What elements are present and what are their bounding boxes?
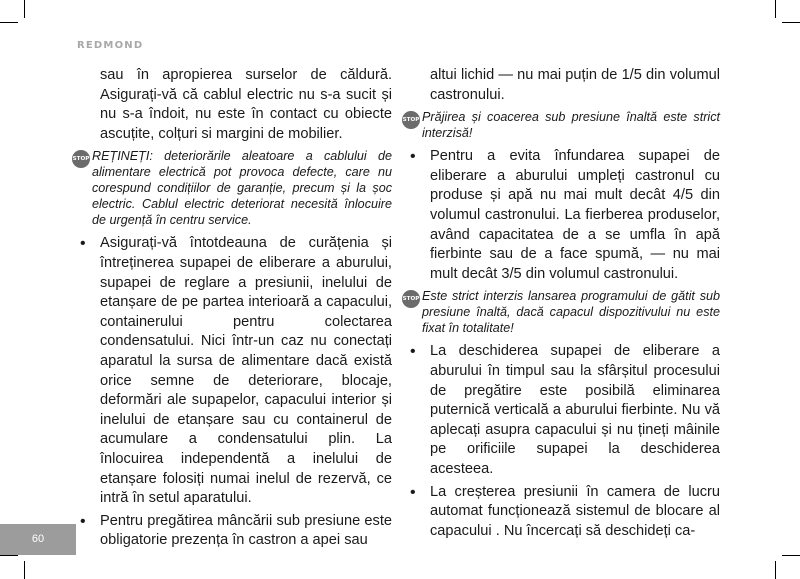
crop-mark — [782, 22, 800, 23]
left-column — [72, 66, 392, 551]
right-column — [402, 66, 720, 541]
bullet-item: • Pentru pregătirea mâncării sub presiune este obligatorie prezența în castron a apei sau — [78, 512, 392, 551]
bullet-item: • Asigurați-vă întotdeauna de curățenia și întreținerea supapei de eliberare a aburului, supapei de reglare a presiunii, inelului de etanșare de pe partea interioară a capacului, containerului pentru colectarea condensatului. Nici într-un caz nu conectați aparatul la sursa de alimentare dacă există orice semne de deteriorare, blocaje, deformări ale supapelor, capacului interior și inelului de etanșare sau cu containerul de acumulare a condensatului plin. La înlocuirea independentă a inelului de etanșare folosiți numai inelul de rezervă, ce intră în setul aparatului. — [78, 234, 392, 508]
stop-icon: STOP — [402, 290, 420, 308]
stop-icon: STOP — [402, 111, 420, 129]
page-number-box — [0, 524, 76, 555]
warning-text: Prăjirea și coacerea sub presiune înaltă este strict interzisă! — [422, 110, 720, 141]
warning-text: Este strict interzis lansarea programului de gătit sub presiune înaltă, dacă capacul dispozitivului nu este fixat în totalitate! — [422, 289, 720, 336]
crop-mark — [782, 555, 800, 556]
crop-mark — [0, 555, 18, 556]
bullet-item: • La deschiderea supapei de eliberare a aburului în timpul sau la sfârșitul procesului de pregătire este posibilă eliminarea puternică verticală a aburului fierbinte. Nu vă aplecați asupra capacului și nu țineți mâinile pe orificiile supapei la deschiderea acesteea. — [408, 342, 720, 479]
stop-icon: STOP — [72, 150, 90, 168]
crop-mark — [775, 0, 776, 18]
bullet-item: • Pentru a evita înfundarea supapei de eliberare a aburului umpleți castronul cu produse și apă nu mai mult decât 4/5 din volumul castronului. La fierberea produselor, având capacitatea de a se umfla în apă fierbinte sau de a face spumă, — nu mai mult decât 3/5 din volumul castronului. — [408, 147, 720, 284]
paragraph: sau în apropierea surselor de căldură. Asigurați-vă că cablul electric nu s-a sucit și nu s-a îndoit, nu este în contact cu obiecte ascuțite, colțuri si margini de mobilier. — [100, 67, 392, 142]
warning-text: REȚINEȚI: deteriorările aleatoare a cablului de alimentare electrică pot provoca defecte, care nu corespund condițiilor de garanție, precum și la șoc electric. Cablul electric deteriorat necesită înlocuire de urgență în centru service. — [92, 149, 392, 228]
warning-note — [402, 109, 720, 141]
page-number: 60 — [31, 533, 45, 545]
crop-mark — [24, 561, 25, 579]
brand-logo: REDMOND — [77, 40, 144, 51]
warning-note — [72, 148, 392, 228]
crop-mark — [24, 0, 25, 18]
crop-mark — [775, 561, 776, 579]
paragraph: altui lichid — nu mai puțin de 1/5 din volumul castronului. — [430, 67, 720, 103]
warning-note — [402, 288, 720, 336]
bullet-item: • La creșterea presiunii în camera de lucru automat funcționează sistemul de blocare al capacului . Nu încercați să deschideți ca- — [408, 483, 720, 542]
crop-mark — [0, 22, 18, 23]
